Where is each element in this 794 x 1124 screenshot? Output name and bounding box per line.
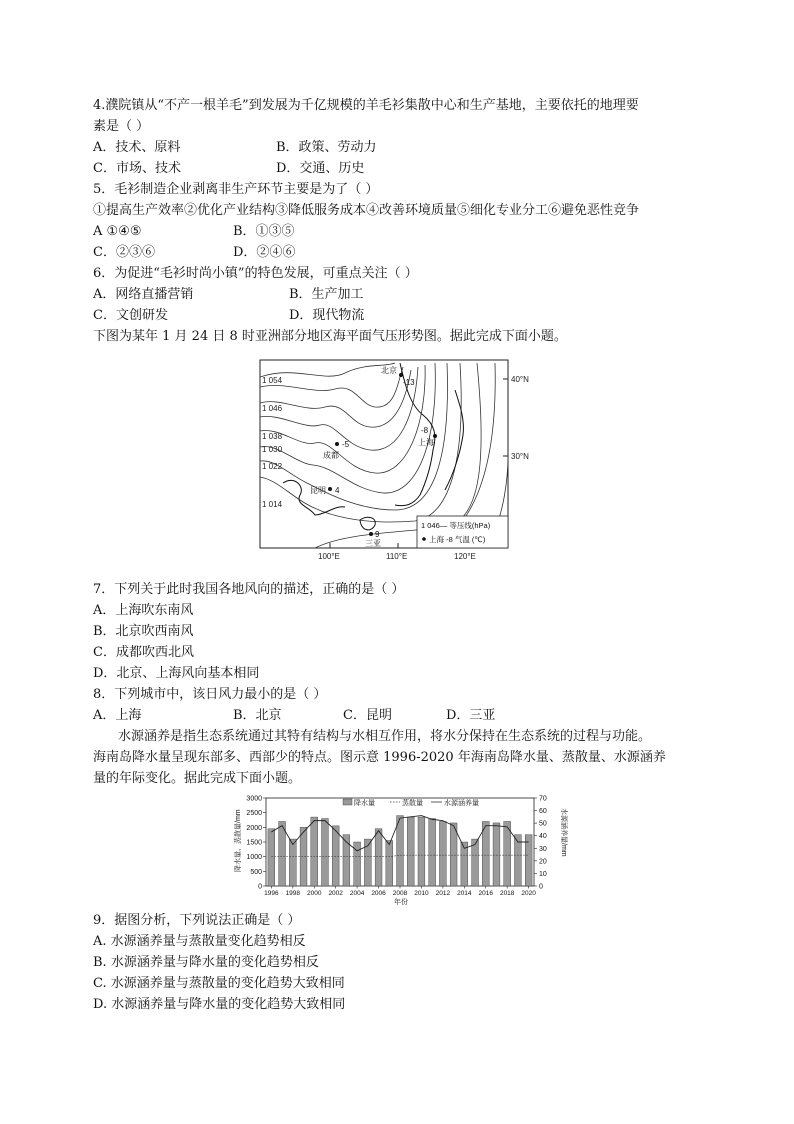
city-marker-kunming (328, 487, 332, 491)
q8-stem: 8．下列城市中，该日风力最小的是（ ） (93, 687, 327, 702)
precip-bar (439, 821, 446, 886)
q5-stem: 5．毛衫制造企业剥离非生产环节主要是为了（ ） (93, 182, 379, 197)
q5-option-c: C．②③⑥ (93, 245, 155, 260)
x-tick-label: 2006 (371, 890, 386, 897)
right-tick-label: 50 (539, 820, 547, 828)
x-tick-label: 2012 (435, 890, 451, 897)
legend-label-water: 水源涵养量 (444, 800, 479, 807)
q4-option-d: D．交通、历史 (276, 161, 365, 176)
isobar-label-1038: 1 038 (262, 432, 283, 441)
legend-label-evap: 蒸散量 (402, 800, 423, 807)
precip-bar (429, 819, 436, 886)
legend-swatch-precip (343, 799, 352, 805)
isobar-label-1046: 1 046 (262, 404, 283, 413)
map-legend-city-marker (422, 537, 426, 541)
intro-chart-line1: 水源涵养是指生态系统通过其特有结构与水相互作用，将水分保持在生态系统的过程与功能。 (118, 729, 652, 744)
city-temp-kunming: 4 (335, 486, 340, 495)
x-tick-label: 1996 (264, 890, 279, 897)
right-tick-label: 60 (539, 808, 547, 816)
lon-label-110e: 110°E (386, 552, 408, 561)
q5-items: ①提高生产效率②优化产业结构③降低服务成本④改善环境质量⑤细化专业分工⑥避免恶性竞争 (93, 203, 640, 218)
intro-chart-line2: 海南岛降水量呈现东部多、西部少的特点。图示意 1996-2020 年海南岛降水量、蒸散量、水源涵养 (93, 750, 666, 765)
city-marker-beijing (399, 373, 403, 377)
city-name-chengdu: 成都 (323, 451, 339, 460)
city-name-beijing: 北京 (381, 366, 397, 375)
q8-option-a: A．上海 (93, 708, 142, 723)
q6-option-d: D．现代物流 (289, 308, 365, 323)
precip-bar (472, 839, 479, 886)
q9-stem: 9．据图分析，下列说法正确是（ ） (93, 913, 301, 928)
left-tick-label: 2500 (246, 810, 262, 818)
precip-bar (504, 821, 511, 886)
q6-stem: 6．为促进“毛衫时尚小镇”的特色发展，可重点关注（ ） (93, 266, 418, 281)
isobar-label-1014: 1 014 (262, 500, 283, 509)
precip-bar (300, 827, 307, 886)
q4-stem-line2: 素是（ ） (93, 119, 150, 134)
q7-option-c: C．成都吹西北风 (93, 645, 194, 660)
city-name-kunming: 昆明 (310, 486, 326, 495)
x-tick-label: 2008 (392, 890, 408, 897)
precip-bar (407, 817, 414, 886)
lon-label-100e: 100°E (318, 552, 340, 561)
isobar-label-1022: 1 022 (262, 462, 283, 471)
isobar-label-1054: 1 054 (262, 376, 283, 385)
q9-option-b: B. 水源涵养量与降水量的变化趋势相反 (93, 955, 319, 970)
right-tick-label: 0 (539, 883, 543, 891)
q9-option-d: D. 水源涵养量与降水量的变化趋势大致相同 (93, 997, 346, 1012)
x-tick-label: 2014 (457, 890, 472, 897)
x-tick-label: 2018 (499, 890, 515, 897)
q7-option-b: B．北京吹西南风 (93, 624, 194, 639)
lat-label-40n: 40°N (511, 375, 529, 384)
chart-xlabel: 年份 (394, 899, 408, 906)
chart-ylabel-left: 降水量、蒸散量/mm (235, 809, 242, 872)
chart-ylabel-right: 水源涵养量/mm (560, 808, 567, 857)
precip-bar (375, 829, 382, 886)
x-tick-label: 2000 (307, 890, 322, 897)
lon-label-120e: 120°E (454, 552, 476, 561)
precip-bar (279, 821, 286, 886)
city-marker-sanya (369, 532, 373, 536)
right-tick-label: 20 (539, 858, 547, 866)
right-tick-label: 10 (539, 870, 547, 878)
precip-bar (386, 841, 393, 886)
x-tick-label: 2010 (414, 890, 429, 897)
left-tick-label: 500 (250, 868, 262, 876)
precip-bar (397, 816, 404, 886)
legend-label-precip: 降水量 (354, 800, 375, 807)
q6-option-c: C．文创研发 (93, 308, 168, 323)
q5-option-d: D．②④⑥ (233, 245, 296, 260)
x-tick-label: 2002 (328, 890, 343, 897)
q5-option-b: B．①③⑤ (233, 224, 295, 239)
q7-stem: 7．下列关于此时我国各地风向的描述，正确的是（ ） (93, 582, 405, 597)
q4-option-c: C．市场、技术 (93, 161, 181, 176)
city-temp-beijing: -13 (403, 378, 415, 387)
q6-option-b: B．生产加工 (289, 287, 364, 302)
q8-option-c: C．昆明 (343, 708, 392, 723)
left-tick-label: 3000 (246, 795, 262, 803)
q6-option-a: A．网络直播营销 (93, 287, 194, 302)
q9-option-c: C. 水源涵养量与蒸散量的变化趋势大致相同 (93, 976, 345, 991)
intro-map: 下图为某年 1 月 24 日 8 时亚洲部分地区海平面气压形势图。据此完成下面小题。 (93, 329, 567, 344)
hainan-water-chart (228, 790, 566, 908)
right-tick-label: 70 (539, 795, 547, 803)
lat-label-30n: 30°N (511, 452, 529, 461)
left-tick-label: 1000 (246, 854, 262, 862)
q5-option-a: A ①④⑤ (93, 224, 142, 239)
q7-option-a: A．上海吹东南风 (93, 603, 194, 618)
city-marker-chengdu (335, 442, 339, 446)
x-tick-label: 2020 (521, 890, 536, 897)
precip-bar (418, 817, 425, 886)
precip-bar (268, 829, 275, 886)
right-tick-label: 40 (539, 833, 547, 841)
right-tick-label: 30 (539, 845, 547, 853)
q4-stem-line1: 4.濮院镇从“不产一根羊毛”到发展为千亿规模的羊毛衫集散中心和生产基地，主要依托的地理要 (93, 98, 639, 113)
precip-bar (311, 817, 318, 886)
x-tick-label: 2004 (349, 890, 365, 897)
q4-option-a: A．技术、原料 (93, 140, 181, 155)
city-temp-chengdu: -5 (342, 440, 350, 449)
left-tick-label: 1500 (246, 839, 262, 847)
city-name-shanghai: 上海 (418, 438, 434, 447)
intro-chart-line3: 量的年际变化。据此完成下面小题。 (93, 771, 302, 786)
city-name-sanya: 三亚 (365, 539, 381, 548)
precip-bar (289, 839, 296, 886)
map-legend-isobar: 1 046— 等压线(hPa) (421, 521, 491, 530)
precip-bar (450, 823, 457, 886)
city-temp-shanghai: -8 (421, 426, 429, 435)
q7-option-d: D．北京、上海风向基本相同 (93, 666, 260, 681)
precip-bar (493, 823, 500, 886)
precip-bar (332, 826, 339, 886)
q4-option-b: B．政策、劳动力 (276, 140, 377, 155)
left-tick-label: 2000 (246, 824, 262, 832)
precip-bar (482, 821, 489, 886)
x-tick-label: 2016 (478, 890, 493, 897)
pressure-map-figure (255, 355, 545, 565)
q8-option-b: B．北京 (233, 708, 282, 723)
precip-bar (322, 819, 329, 886)
city-temp-sanya: 9 (375, 530, 380, 539)
isobar-label-1030: 1 030 (262, 445, 283, 454)
x-tick-label: 1998 (285, 890, 301, 897)
left-tick-label: 0 (258, 883, 262, 891)
q9-option-a: A. 水源涵养量与蒸散量变化趋势相反 (93, 934, 306, 949)
map-legend-city: 上海 -8 气温 (℃) (429, 535, 486, 544)
q8-option-d: D．三亚 (446, 708, 496, 723)
